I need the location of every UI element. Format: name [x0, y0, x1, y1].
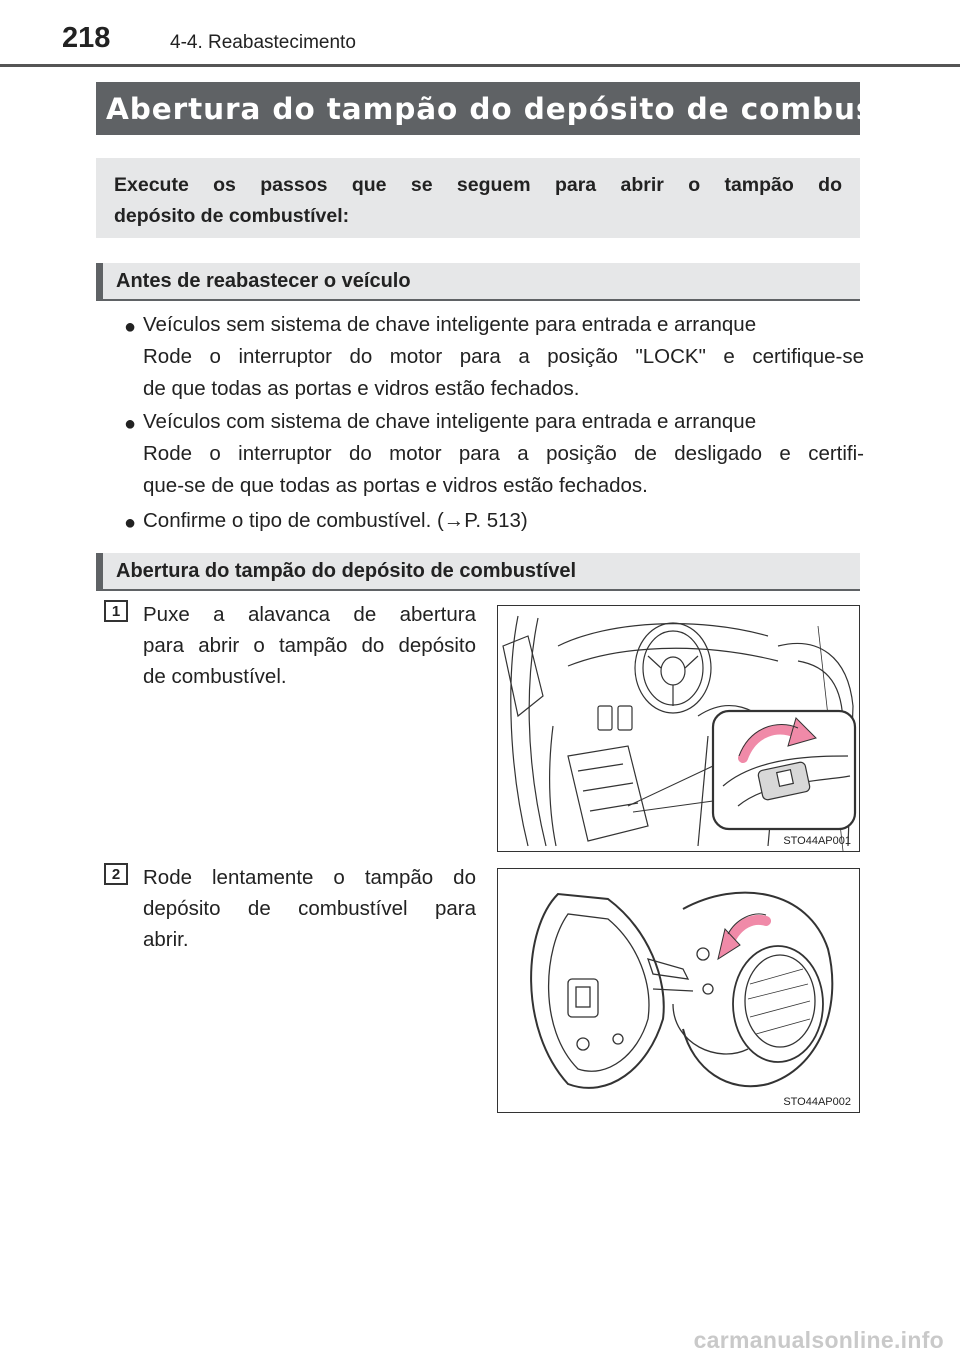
section-reference: 4-4. Reabastecimento	[170, 32, 356, 53]
step-2-text	[143, 862, 476, 955]
bullet-item	[124, 406, 864, 502]
step-line: Rode lentamente o tampão do	[143, 866, 476, 889]
step-line: depósito de combustível para	[143, 897, 476, 920]
step-line: Puxe a alavanca de abertura	[143, 603, 476, 626]
bullet-line: Rode o interruptor do motor para a posição de desligado e certifi-	[143, 442, 864, 465]
bullet-line: Veículos sem sistema de chave inteligente para entrada e arranque	[143, 313, 757, 336]
bullet-line: Veículos com sistema de chave inteligente para entrada e arranque	[143, 410, 757, 433]
subheading-opening-fuel-cap: Abertura do tampão do depósito de combustível	[96, 553, 860, 591]
page-number: 218	[62, 22, 111, 54]
figure-fuel-cap	[497, 868, 860, 1113]
page-title: Abertura do tampão do depósito de combustível	[96, 82, 860, 135]
step-line: de combustível.	[143, 665, 287, 688]
bullet-icon: ●	[124, 316, 137, 338]
watermark: carmanualsonline.info	[693, 1327, 944, 1353]
intro-line: Execute os passos que se seguem para abrir o tampão do	[114, 174, 842, 196]
figure-code: STO44AP001	[783, 835, 851, 847]
fuel-door-lever-illustration-icon	[498, 606, 860, 852]
bullet-item	[124, 505, 864, 537]
step-1-text	[143, 599, 476, 692]
intro-box	[96, 158, 860, 238]
subheading-before-refueling: Antes de reabastecer o veículo	[96, 263, 860, 301]
bullet-line: que-se de que todas as portas e vidros estão fechados.	[143, 474, 648, 497]
bullet-item	[124, 309, 864, 405]
step-number-1: 1	[104, 600, 128, 622]
figure-fuel-door-lever	[497, 605, 860, 852]
intro-line: depósito de combustível:	[114, 205, 350, 227]
bullet-icon: ●	[124, 512, 137, 534]
header-rule	[0, 64, 960, 67]
fuel-cap-illustration-icon	[498, 869, 860, 1113]
step-line: abrir.	[143, 928, 189, 951]
bullet-icon: ●	[124, 413, 137, 435]
step-number-2: 2	[104, 863, 128, 885]
bullet-line: de que todas as portas e vidros estão fechados.	[143, 377, 580, 400]
bullet-line: Confirme o tipo de combustível. (→P. 513)	[143, 509, 528, 532]
bullet-line: Rode o interruptor do motor para a posição "LOCK" e certifique-se	[143, 345, 864, 368]
step-line: para abrir o tampão do depósito	[143, 634, 476, 657]
figure-code: STO44AP002	[783, 1096, 851, 1108]
